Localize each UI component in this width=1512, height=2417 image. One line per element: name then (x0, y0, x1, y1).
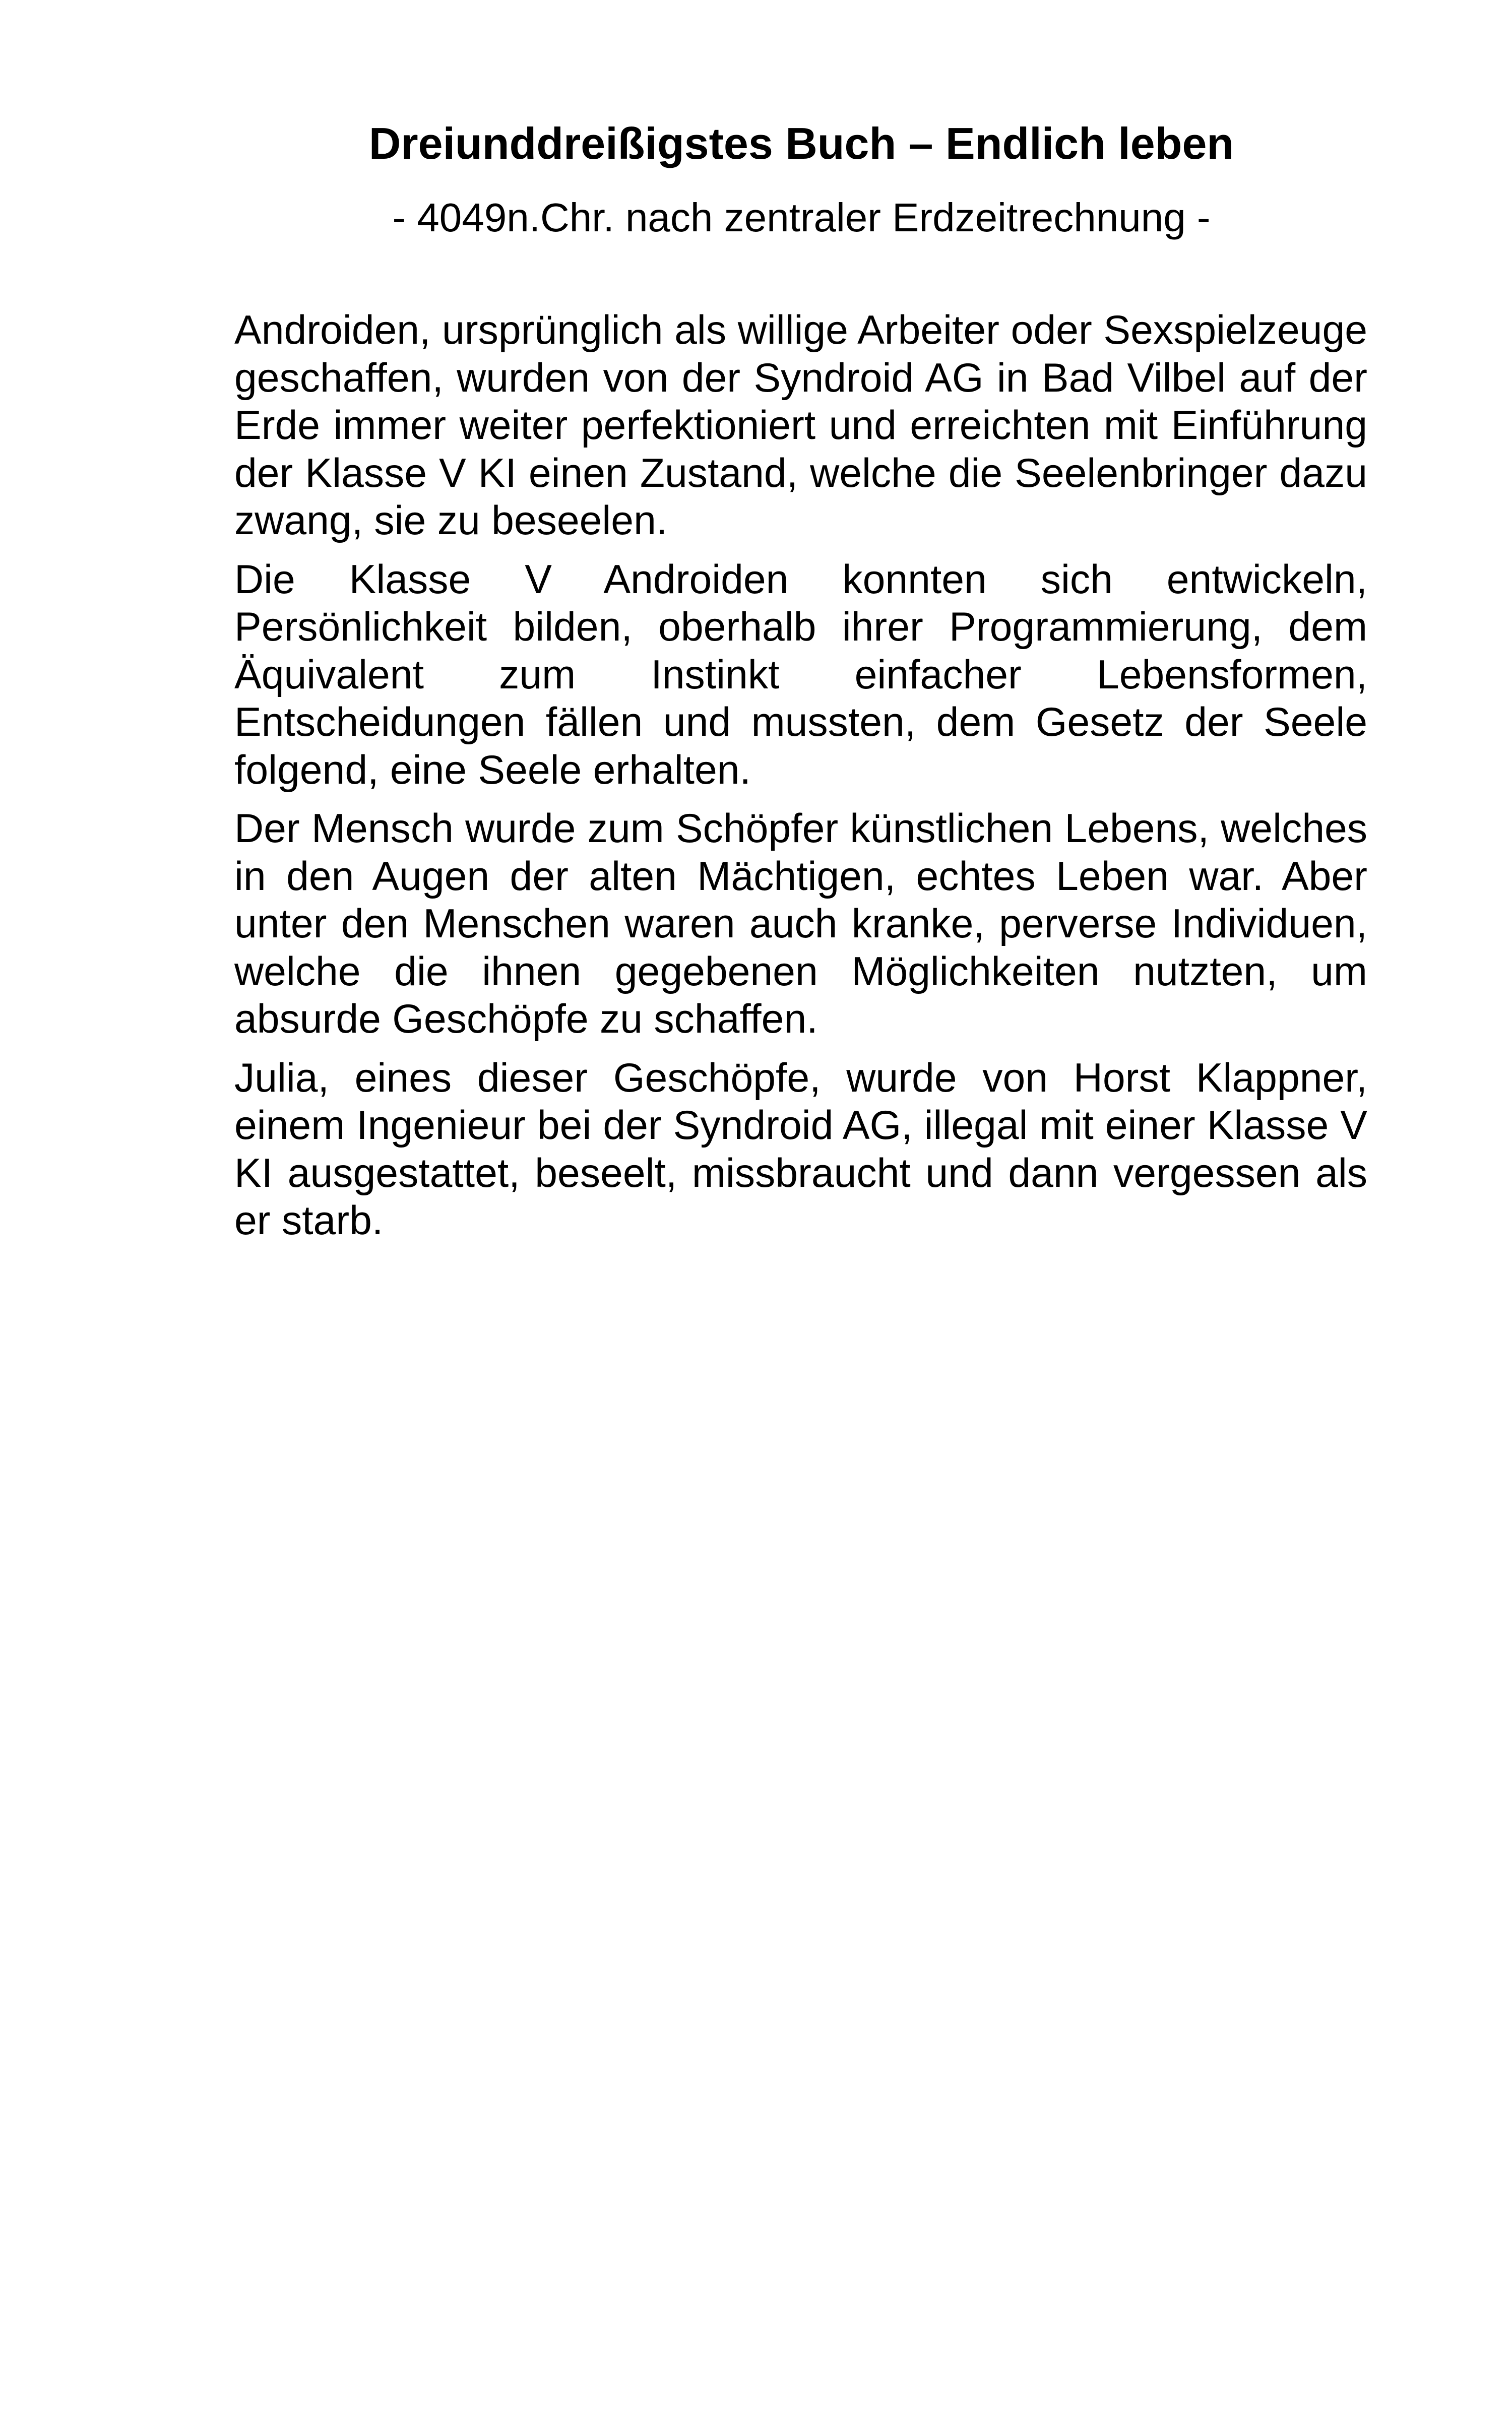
paragraph: Julia, eines dieser Geschöpfe, wurde von Horst Klappner, einem Ingenieur bei der Syndroid AG, illegal mit einer Klasse V KI ausgestattet, beseelt, missbraucht und dann vergessen als er starb. (234, 1055, 1367, 1243)
chapter-subtitle: - 4049n.Chr. nach zentraler Erdzeitrechnung - (392, 195, 1211, 240)
paragraph: Der Mensch wurde zum Schöpfer künstlichen Lebens, welches in den Augen der alten Mächtigen, echtes Leben war. Aber unter den Menschen waren auch kranke, perverse Individuen, welche die ihnen gegebenen Möglichkeiten nutzten, um absurde Geschöpfe zu schaffen. (234, 806, 1367, 1042)
body-text (234, 306, 1367, 1256)
paragraph: Die Klasse V Androiden konnten sich entwickeln, Persönlichkeit bilden, oberhalb ihrer Programmierung, dem Äquivalent zum Instinkt einfacher Lebensformen, Entscheidungen fällen und mussten, dem Gesetz der Seele folgend, eine Seele erhalten. (234, 556, 1367, 793)
chapter-title: Dreiunddreißigstes Buch – Endlich leben (368, 118, 1234, 168)
paragraph: Androiden, ursprünglich als willige Arbeiter oder Sexspielzeuge geschaffen, wurden von der Syndroid AG in Bad Vilbel auf der Erde immer weiter perfektioniert und erreichten mit Einführung der Klasse V KI einen Zustand, welche die Seelenbringer dazu zwang, sie zu beseelen. (234, 307, 1367, 543)
